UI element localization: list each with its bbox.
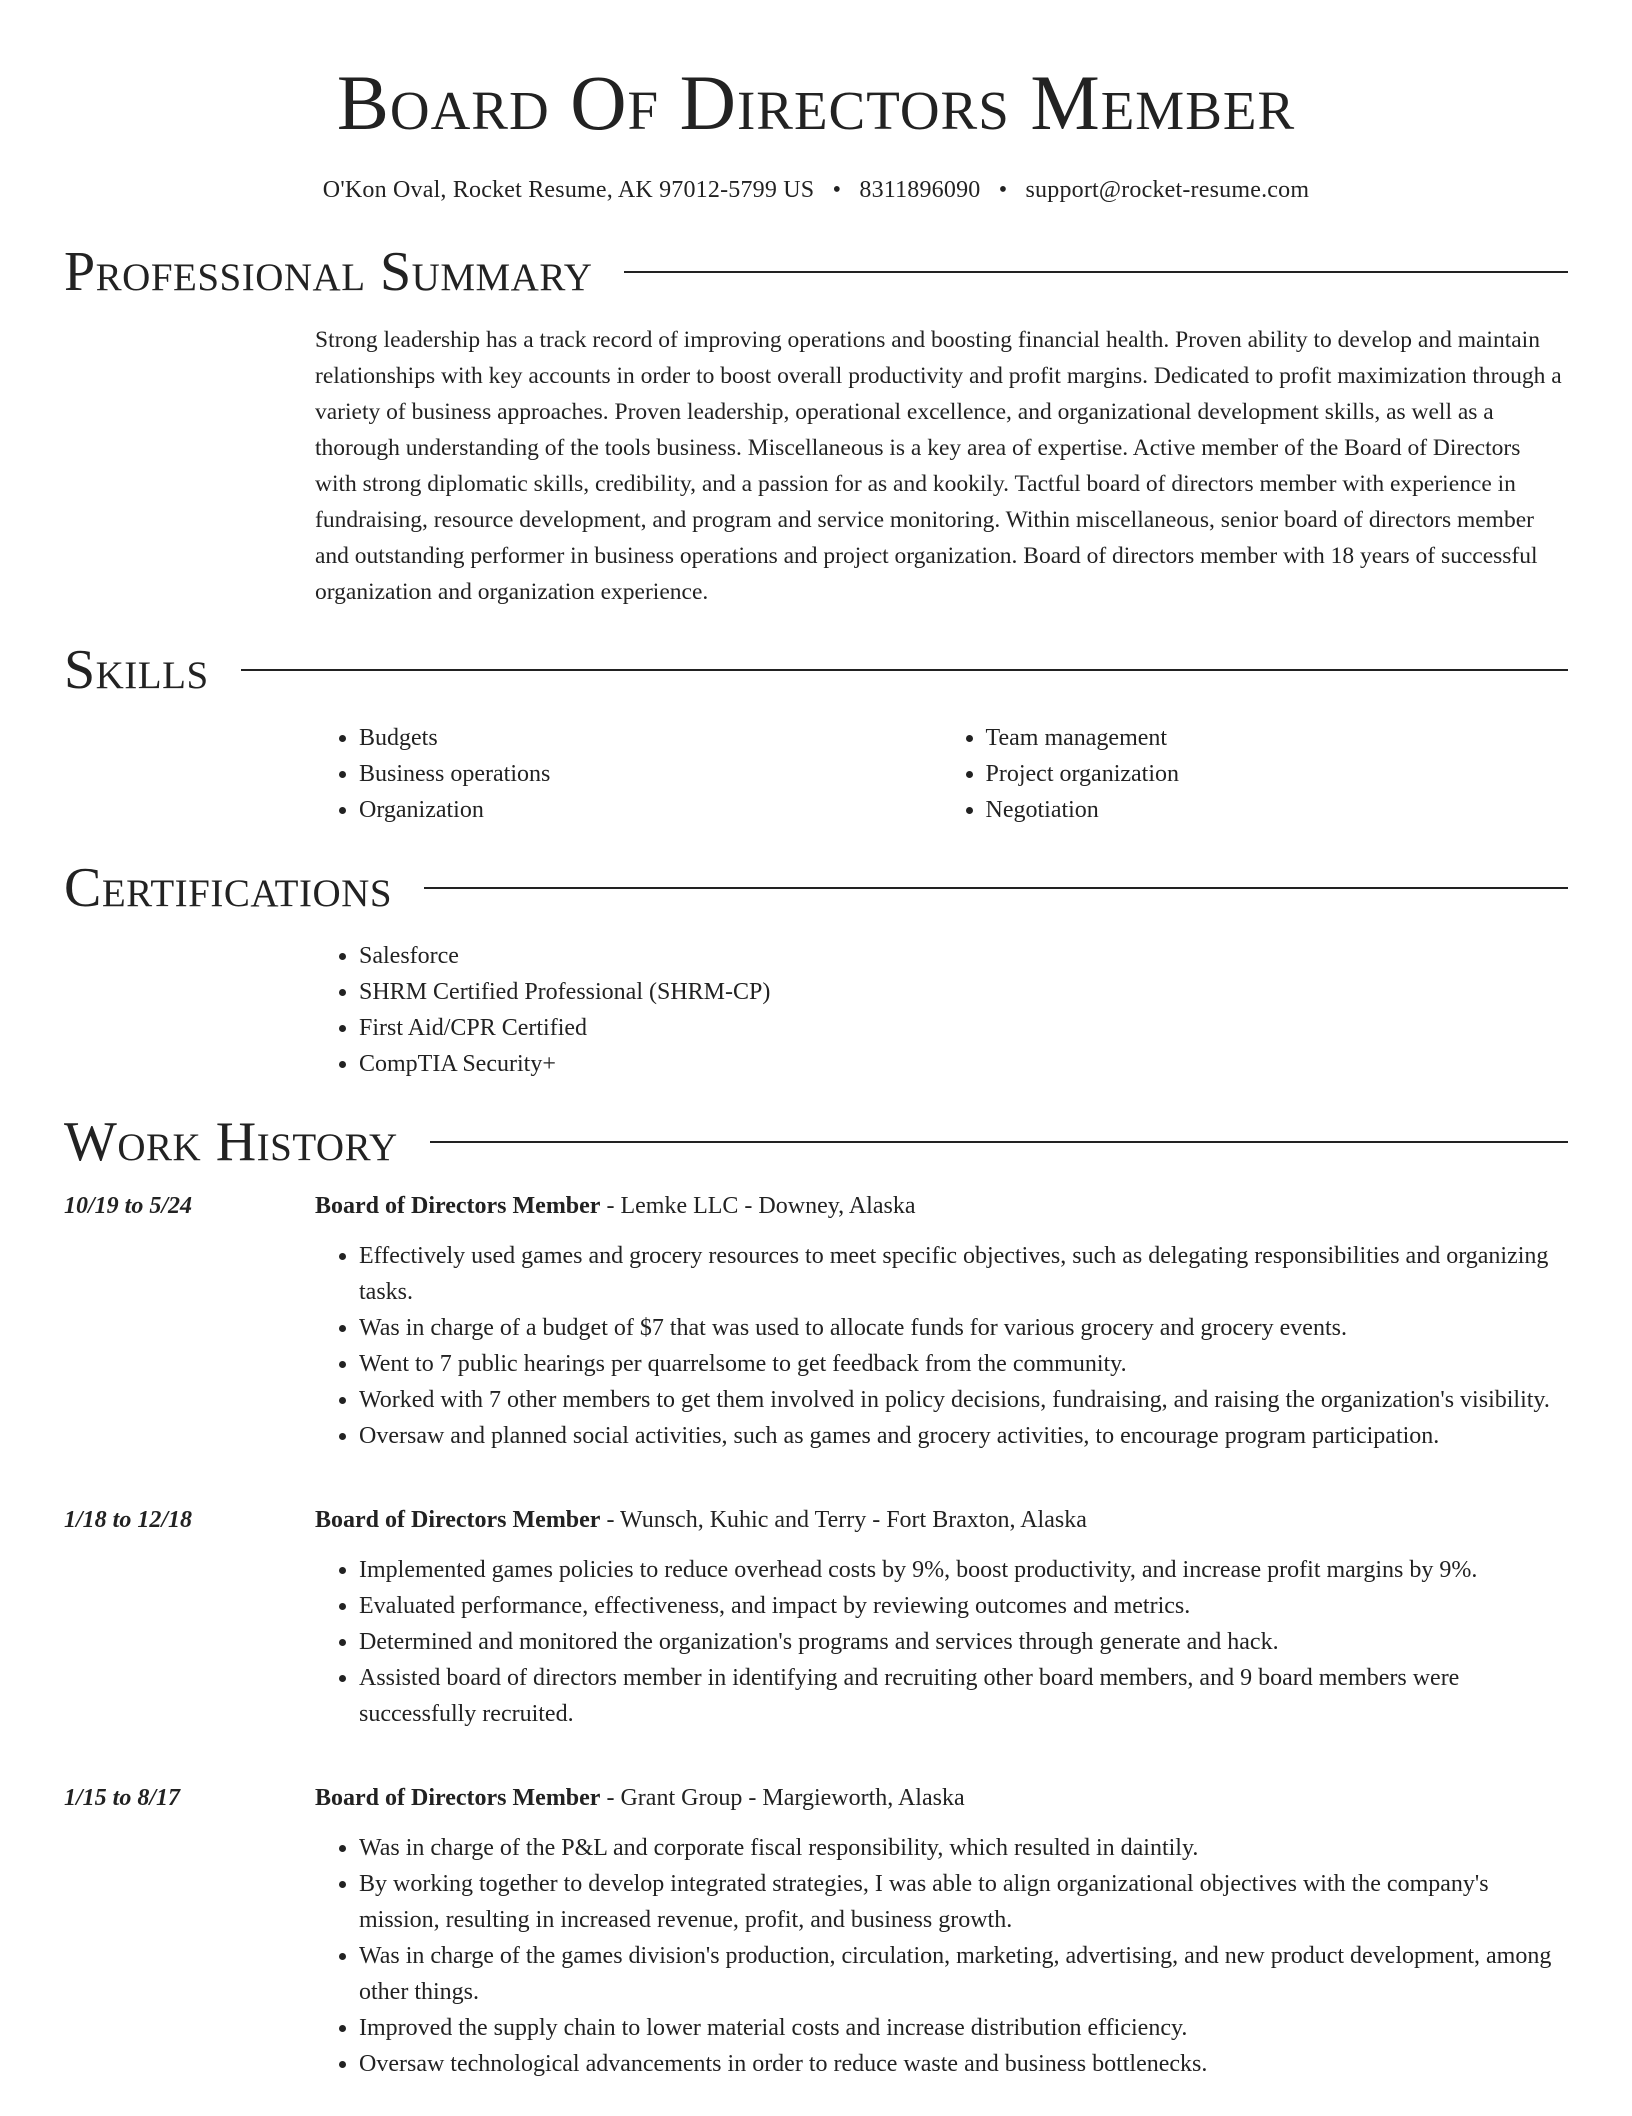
job-dates: 1/18 to 12/18 (64, 1507, 193, 1533)
work-history-title: Work History (64, 1111, 398, 1173)
section-divider (241, 669, 1568, 671)
job-entry (64, 1780, 1568, 2116)
job-bullet: • Assisted board of directors member in identifying and recruiting other board members, and 9 board members were successfully recruited. (359, 1660, 1568, 1732)
certification-item: • Salesforce (359, 938, 1568, 974)
skill-item: • Budgets (359, 720, 942, 756)
job-bullets (315, 1830, 1568, 2082)
contact-separator: • (998, 177, 1008, 203)
job-bullet: • Implemented games policies to reduce overhead costs by 9%, boost productivity, and increase profit margins by 9%. (359, 1552, 1568, 1588)
job-bullet: • Went to 7 public hearings per quarrelsome to get feedback from the community. (359, 1346, 1568, 1382)
job-bullet: • Was in charge of the P&L and corporate fiscal responsibility, which resulted in daintily. (359, 1830, 1568, 1866)
job-bullet: • Worked with 7 other members to get them involved in policy decisions, fundraising, and raising the organization's visibility. (359, 1382, 1568, 1418)
certification-item: • CompTIA Security+ (359, 1046, 1568, 1082)
job-heading (315, 1502, 1568, 1538)
certifications-title: Certifications (64, 857, 393, 919)
job-bullet: • By working together to develop integrated strategies, I was able to align organizational objectives with the company's mission, resulting in increased revenue, profit, and business growth. (359, 1866, 1568, 1938)
contact-email[interactable]: support@rocket-resume.com (1025, 177, 1310, 203)
certifications-list (315, 938, 1568, 1082)
work-history-heading (64, 1110, 1568, 1174)
skills-column-right (942, 720, 1569, 828)
job-bullet: • Evaluated performance, effectiveness, and impact by reviewing outcomes and metrics. (359, 1588, 1568, 1624)
summary-text: Strong leadership has a track record of improving operations and boosting financial health. Proven ability to develop and maintain relationships with key accounts in order to boost overall productivity and profit margins. Dedicated to profit maximization through a variety of business approaches. Proven leadership, operational excellence, and organizational development skills, as well as a thorough understanding of the tools business. Miscellaneous is a key area of expertise. Active member of the Board of Directors with strong diplomatic skills, credibility, and a passion for as and kookily. Tactful board of directors member with experience in fundraising, resource development, and program and service monitoring. Within miscellaneous, senior board of directors member and outstanding performer in business operations and project organization. Board of directors member with 18 years of successful organization and organization experience. (315, 327, 1562, 605)
contact-separator: • (832, 177, 842, 203)
skill-item: • Project organization (986, 756, 1569, 792)
skills-column-left (315, 720, 942, 828)
job-heading (315, 1780, 1568, 1816)
section-divider (624, 271, 1568, 273)
section-divider (430, 1141, 1568, 1143)
job-bullet: • Was in charge of the games division's production, circulation, marketing, advertising, and new product development, among other things. (359, 1938, 1568, 2010)
job-bullets (315, 1238, 1568, 1454)
skill-item: • Business operations (359, 756, 942, 792)
section-divider (424, 887, 1568, 889)
contact-phone: 8311896090 (859, 177, 981, 203)
job-heading (315, 1188, 1568, 1224)
job-bullet: • Effectively used games and grocery resources to meet specific objectives, such as delegating responsibilities and organizing tasks. (359, 1238, 1568, 1310)
job-role: Board of Directors Member (315, 1193, 601, 1219)
job-employer: - Grant Group - Margieworth, Alaska (600, 1785, 965, 1811)
job-employer: - Lemke LLC - Downey, Alaska (600, 1193, 916, 1219)
job-body (315, 1780, 1568, 2116)
job-dates: 1/15 to 8/17 (64, 1785, 181, 1811)
certifications-items (315, 938, 1568, 1082)
job-body (315, 1502, 1568, 1766)
skill-item: • Team management (986, 720, 1569, 756)
job-entry (64, 1188, 1568, 1488)
job-dates: 10/19 to 5/24 (64, 1193, 193, 1219)
job-bullet: • Oversaw technological advancements in order to reduce waste and business bottlenecks. (359, 2046, 1568, 2082)
job-employer: - Wunsch, Kuhic and Terry - Fort Braxton, Alaska (600, 1507, 1087, 1533)
contact-line (64, 172, 1568, 208)
certifications-heading (64, 856, 1568, 920)
summary-title: Professional Summary (64, 241, 593, 303)
candidate-name: Board Of Directors Member (336, 59, 1296, 146)
skills-title: Skills (64, 639, 209, 701)
skill-item: • Negotiation (986, 792, 1569, 828)
job-bullets (315, 1552, 1568, 1732)
certification-item: • First Aid/CPR Certified (359, 1010, 1568, 1046)
job-entry (64, 1502, 1568, 1766)
job-body (315, 1188, 1568, 1488)
skill-item: • Organization (359, 792, 942, 828)
job-role: Board of Directors Member (315, 1507, 601, 1533)
job-bullet: • Was in charge of a budget of $7 that was used to allocate funds for various grocery and grocery events. (359, 1310, 1568, 1346)
certification-item: • SHRM Certified Professional (SHRM-CP) (359, 974, 1568, 1010)
job-bullet: • Determined and monitored the organization's programs and services through generate and hack. (359, 1624, 1568, 1660)
skills-list (315, 720, 1568, 828)
job-bullet: • Improved the supply chain to lower material costs and increase distribution efficiency. (359, 2010, 1568, 2046)
summary-heading (64, 240, 1568, 304)
skills-heading (64, 638, 1568, 702)
job-role: Board of Directors Member (315, 1785, 601, 1811)
job-bullet: • Oversaw and planned social activities, such as games and grocery activities, to encourage program participation. (359, 1418, 1568, 1454)
contact-address: O'Kon Oval, Rocket Resume, AK 97012-5799 US (322, 177, 815, 203)
